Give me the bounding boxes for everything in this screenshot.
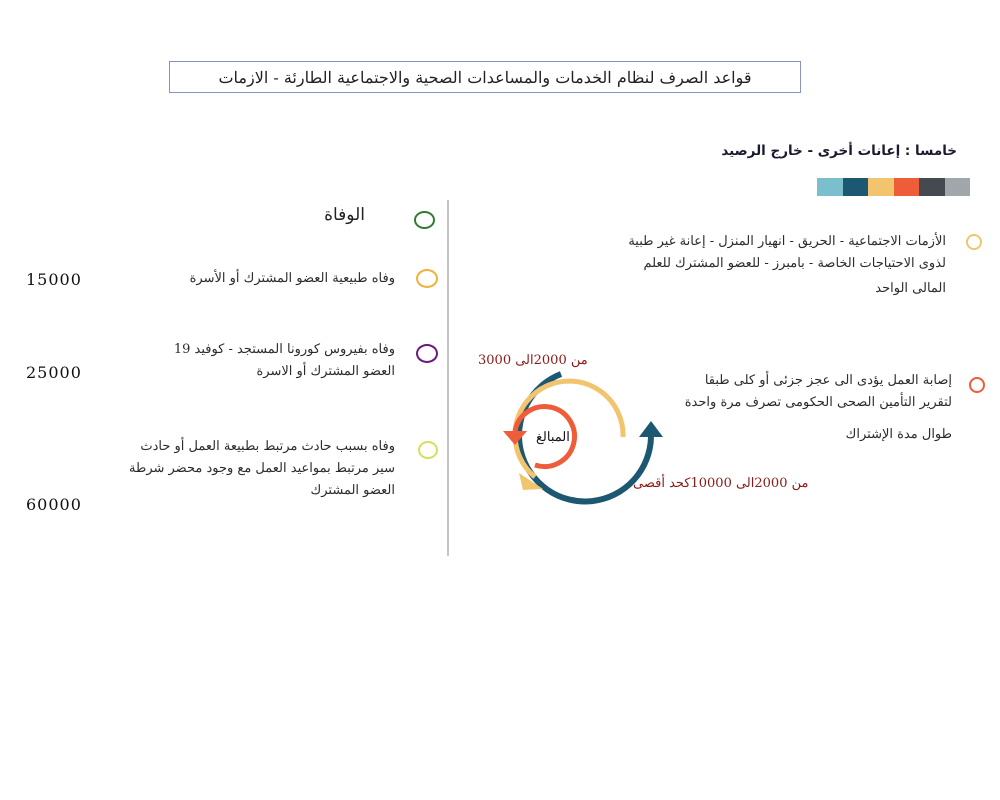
list-item-line: سير مرتبط بمواعيد العمل مع وجود محضر شرطة bbox=[129, 461, 395, 476]
page-title-text: قواعد الصرف لنظام الخدمات والمساعدات الصحية والاجتماعية الطارئة - الازمات bbox=[218, 67, 752, 87]
color-swatch bbox=[868, 178, 894, 196]
color-swatch bbox=[843, 178, 869, 196]
bullet-ring-icon bbox=[416, 269, 438, 288]
list-item-line: المالى الواحد bbox=[875, 281, 946, 296]
color-swatch bbox=[919, 178, 945, 196]
top-range-label: من 2000الى 3000 bbox=[478, 353, 588, 368]
vertical-divider bbox=[447, 200, 449, 556]
color-swatch bbox=[894, 178, 920, 196]
color-swatch bbox=[817, 178, 843, 196]
heading-ring-icon bbox=[414, 211, 435, 229]
list-item-line: لذوى الاحتياجات الخاصة - بامبرز - للعضو المشترك للعلم bbox=[643, 256, 946, 271]
amount-value: 15000 bbox=[26, 270, 82, 289]
list-item-line: وفاه طبيعية العضو المشترك أو الأسرة bbox=[189, 271, 395, 286]
amount-value: 60000 bbox=[26, 495, 82, 514]
bullet-ring-icon bbox=[969, 377, 985, 393]
outer-arrowhead-icon bbox=[639, 421, 663, 437]
list-item-line: العضو المشترك bbox=[310, 483, 395, 498]
color-swatch bbox=[945, 178, 971, 196]
list-item bbox=[25, 436, 395, 502]
list-item-line: وفاه بسبب حادث مرتبط بطبيعة العمل أو حادث bbox=[140, 439, 395, 454]
bottom-range-label: من 2000الى 10000كحد أقصى bbox=[633, 476, 809, 491]
inner-arrowhead-icon bbox=[503, 431, 527, 445]
list-item-line: العضو المشترك أو الاسرة bbox=[256, 364, 395, 379]
list-item-line: وفاه بفيروس كورونا المستجد - كوفيد 19 bbox=[173, 342, 395, 357]
list-item bbox=[95, 339, 395, 383]
left-section-heading: الوفاة bbox=[324, 205, 365, 225]
bullet-ring-icon bbox=[418, 441, 438, 459]
list-item bbox=[95, 268, 395, 290]
list-item-line: لتقرير التأمين الصحى الحكومى تصرف مرة واحدة bbox=[684, 395, 952, 410]
list-item-line: الأزمات الاجتماعية - الحريق - انهيار المنزل - إعانة غير طبية bbox=[628, 234, 946, 249]
bullet-ring-icon bbox=[416, 344, 438, 363]
amount-value: 25000 bbox=[26, 363, 82, 382]
list-item bbox=[486, 231, 946, 300]
section-heading: خامسا : إعانات أخرى - خارج الرصيد bbox=[721, 143, 957, 159]
cycle-center-label: المبالغ bbox=[536, 430, 570, 445]
list-item-line: طوال مدة الإشتراك bbox=[845, 427, 952, 442]
bullet-ring-icon bbox=[966, 234, 982, 250]
color-swatch-strip bbox=[817, 178, 970, 196]
list-item-line: إصابة العمل يؤدى الى عجز جزئى أو كلى طبقا bbox=[704, 373, 952, 388]
page-title bbox=[169, 61, 801, 93]
